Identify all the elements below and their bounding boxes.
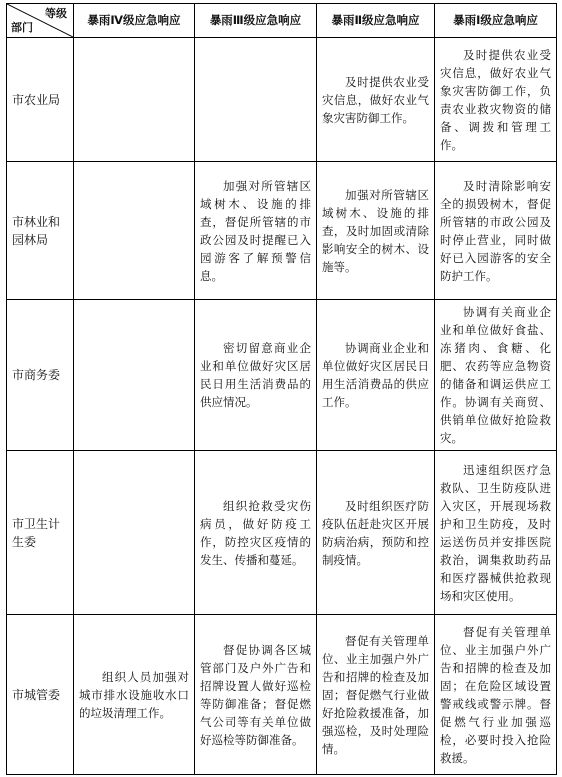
response-cell: [195, 38, 317, 162]
response-cell: 密切留意商业企业和单位做好灾区居民日用生活消费品的供应情况。: [195, 300, 317, 451]
response-cell: 组织抢救受灾伤病员，做好防疫工作，防控灾区疫情的发生、传播和蔓延。: [195, 451, 317, 615]
response-cell: [74, 451, 195, 615]
response-cell: 组织人员加强对城市排水设施收水口的垃圾清理工作。: [74, 615, 195, 775]
header-row: [7, 4, 557, 38]
corner-header-cell: [7, 4, 74, 38]
response-cell: 及时提供农业受灾信息，做好农业气象灾害防御工作。: [317, 38, 435, 162]
response-cell: 协调商业企业和单位做好灾区居民日用生活消费品的供应工作。: [317, 300, 435, 451]
response-cell: 督促协调各区城管部门及户外广告和招牌设置人做好巡检等防御准备；督促燃气公司等有关单位做好巡检等防御准备。: [195, 615, 317, 775]
dept-cell: 市城管委: [7, 615, 74, 775]
table-row: [7, 162, 557, 300]
dept-cell: 市林业和园林局: [7, 162, 74, 300]
corner-dept-label: 部门: [11, 21, 33, 34]
corner-level-label: 等级: [45, 7, 67, 20]
response-cell: [74, 38, 195, 162]
level-2-header: 暴雨Ⅱ级应急响应: [317, 4, 435, 38]
dept-cell: 市商务委: [7, 300, 74, 451]
response-cell: [74, 300, 195, 451]
response-cell: 及时提供农业受灾信息，做好农业气象灾害防御工作，负责农业救灾物资的储备、调拨和管理工作。: [435, 38, 557, 162]
table-row: [7, 38, 557, 162]
response-cell: 迅速组织医疗急救队、卫生防疫队进入灾区，开展现场救护和卫生防疫，及时运送伤员并安排医院救治，调集救助药品和医疗器械供抢救现场和灾区使用。: [435, 451, 557, 615]
response-cell: [74, 162, 195, 300]
response-cell: 及时清除影响安全的损毁树木，督促所管辖的市政公园及时停止营业，同时做好已入园游客的安全防护工作。: [435, 162, 557, 300]
response-cell: 及时组织医疗防疫队伍赶赴灾区开展防病治病，预防和控制疫情。: [317, 451, 435, 615]
response-cell: 督促有关管理单位、业主加强户外广告和招牌的检查及加固；督促燃气行业做好抢险救援准备，加强巡检，及时处理险情。: [317, 615, 435, 775]
response-cell: 加强对所管辖区域树木、设施的排查，及时加固或清除影响安全的树木、设施等。: [317, 162, 435, 300]
level-4-header: 暴雨Ⅳ级应急响应: [74, 4, 195, 38]
table-row: [7, 615, 557, 775]
level-3-header: 暴雨Ⅲ级应急响应: [195, 4, 317, 38]
emergency-response-table: [6, 3, 557, 775]
dept-cell: 市卫生计生委: [7, 451, 74, 615]
dept-cell: 市农业局: [7, 38, 74, 162]
response-cell: 督促有关管理单位、业主加强户外广告和招牌的检查及加固；在危险区域设置警戒线或警示牌。督促燃气行业加强巡检，必要时投入抢险救援。: [435, 615, 557, 775]
level-1-header: 暴雨Ⅰ级应急响应: [435, 4, 557, 38]
response-cell: 加强对所管辖区域树木、设施的排查，督促所管辖的市政公园及时提醒已入园游客了解预警信息。: [195, 162, 317, 300]
table-row: [7, 451, 557, 615]
response-cell: 协调有关商业企业和单位做好食盐、冻猪肉、食糖、化肥、农药等应急物资的储备和调运供应工作。协调有关商贸、供销单位做好抢险救灾。: [435, 300, 557, 451]
table-row: [7, 300, 557, 451]
